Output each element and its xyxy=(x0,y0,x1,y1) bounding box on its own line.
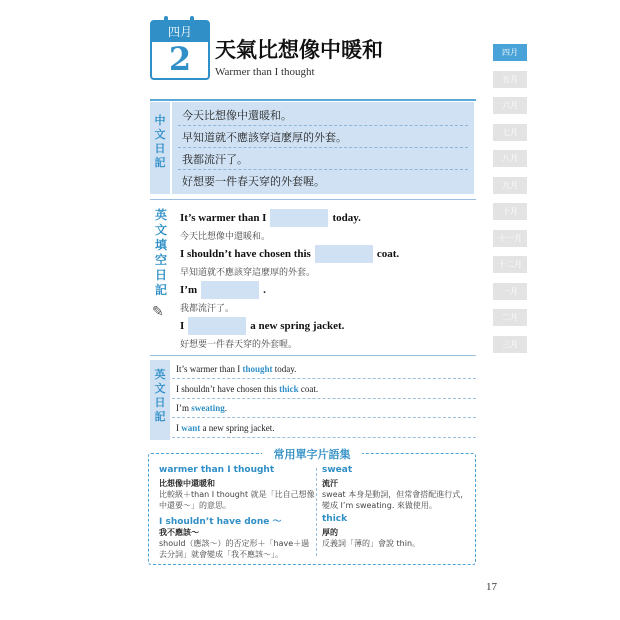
section-divider xyxy=(150,199,476,200)
month-tab-3[interactable]: 六月 xyxy=(493,97,527,114)
date-badge xyxy=(150,20,210,80)
month-tab-11[interactable]: 二月 xyxy=(493,309,527,326)
section-divider xyxy=(150,99,476,101)
vocab-meaning: 我不應該～ xyxy=(159,528,199,537)
english-diary-line xyxy=(176,384,318,394)
answer-blank[interactable] xyxy=(188,317,246,335)
page-subtitle: Warmer than I thought xyxy=(215,66,315,78)
vocab-explanation: 比較級＋than I thought 就是「比自己想像中還要～」的意思。 xyxy=(159,490,315,510)
fill-in-sentence xyxy=(180,245,399,263)
english-diary-line xyxy=(176,423,275,433)
line-end: a new spring jacket. xyxy=(200,422,275,433)
line-separator xyxy=(172,398,476,399)
vocab-meaning: 厚的 xyxy=(322,528,338,537)
line-separator xyxy=(178,125,468,126)
sentence-end: . xyxy=(263,284,266,296)
sentence-translation: 好想要一件春天穿的外套喔。 xyxy=(180,340,298,350)
vocab-term: thick xyxy=(322,514,348,524)
fill-in-sentence xyxy=(180,281,266,299)
month-tab-12[interactable]: 三月 xyxy=(493,336,527,353)
vocab-meaning: 比想像中還暖和 xyxy=(159,479,215,488)
keyword: thick xyxy=(279,383,299,394)
chinese-diary-line: 早知道就不應該穿這麼厚的外套。 xyxy=(182,131,347,144)
vocab-term: I shouldn’t have done ～ xyxy=(159,517,282,527)
sentence-start: It’s warmer than I xyxy=(180,212,267,224)
pencil-icon: ✎ xyxy=(152,304,164,320)
month-tab-6[interactable]: 九月 xyxy=(493,177,527,194)
answer-blank[interactable] xyxy=(270,209,328,227)
english-diary-label: 英 文 日 記 xyxy=(154,368,166,423)
month-tab-7[interactable]: 十月 xyxy=(493,203,527,220)
section-divider xyxy=(150,355,476,356)
vocab-title: 常用單字片語集 xyxy=(262,446,362,462)
keyword: want xyxy=(181,422,201,433)
chinese-diary-line: 我都流汗了。 xyxy=(182,153,248,166)
keyword: sweating xyxy=(191,403,225,413)
english-diary-line xyxy=(176,403,227,413)
month-tab-8[interactable]: 十一月 xyxy=(493,230,527,247)
line-end: today. xyxy=(272,364,297,374)
month-tab-10[interactable]: 一月 xyxy=(493,283,527,300)
vocab-explanation: 反義詞「薄的」會說 thin。 xyxy=(322,539,421,548)
answer-blank[interactable] xyxy=(201,281,259,299)
vocab-term: sweat xyxy=(322,465,353,475)
page-number: 17 xyxy=(486,581,497,593)
sentence-start: I xyxy=(180,320,185,332)
line-start: I xyxy=(176,422,182,433)
sentence-end: today. xyxy=(332,212,361,224)
english-diary-line xyxy=(176,364,296,374)
sentence-translation: 我都流汗了。 xyxy=(180,304,235,314)
line-end: . xyxy=(224,403,227,413)
month-tab-4[interactable]: 七月 xyxy=(493,124,527,141)
page-title: 天氣比想像中暖和 xyxy=(215,38,383,62)
answer-blank[interactable] xyxy=(315,245,373,263)
sentence-end: a new spring jacket. xyxy=(250,320,345,332)
keyword: thought xyxy=(242,364,273,374)
day-number: 2 xyxy=(168,40,192,78)
line-end: coat. xyxy=(298,383,319,394)
sentence-start: I’m xyxy=(180,284,198,296)
line-separator xyxy=(178,147,468,148)
sentence-end: coat. xyxy=(376,248,400,260)
line-start: I’m xyxy=(176,403,192,413)
month-tab-5[interactable]: 八月 xyxy=(493,150,527,167)
sentence-start: I shouldn’t have chosen this xyxy=(180,248,311,260)
vocab-term: warmer than I thought xyxy=(159,465,275,475)
vocab-explanation: sweat 本身是動詞，但常會搭配進行式，變成 I’m sweating. 來做使用。 xyxy=(322,490,469,510)
sentence-translation: 今天比想像中還暖和。 xyxy=(180,232,271,242)
chinese-diary-line: 今天比想像中還暖和。 xyxy=(182,109,292,122)
fill-in-sentence xyxy=(180,317,344,335)
chinese-diary-label: 中 文 日 記 xyxy=(154,114,166,169)
chinese-diary-line: 好想要一件春天穿的外套喔。 xyxy=(182,175,325,188)
line-separator xyxy=(172,417,476,418)
line-separator xyxy=(172,378,476,379)
month-tab-9[interactable]: 十二月 xyxy=(493,256,527,273)
line-separator xyxy=(172,437,476,438)
month-tab-1[interactable]: 四月 xyxy=(493,44,527,61)
fill-diary-label: 英 文 填 空 日 記 xyxy=(154,208,167,297)
fill-in-sentence xyxy=(180,209,361,227)
line-separator xyxy=(178,169,468,170)
line-start: It’s warmer than I xyxy=(176,364,243,374)
vocab-explanation: should（應該～）的否定形＋「have＋過去分詞」就會變成「我不應該～」。 xyxy=(159,539,310,559)
month-tab-2[interactable]: 五月 xyxy=(493,71,527,88)
month-label: 四月 xyxy=(152,22,208,42)
line-start: I shouldn’t have chosen this xyxy=(176,383,280,394)
sentence-translation: 早知道就不應該穿這麼厚的外套。 xyxy=(180,268,316,278)
vocab-meaning: 流汗 xyxy=(322,479,338,488)
